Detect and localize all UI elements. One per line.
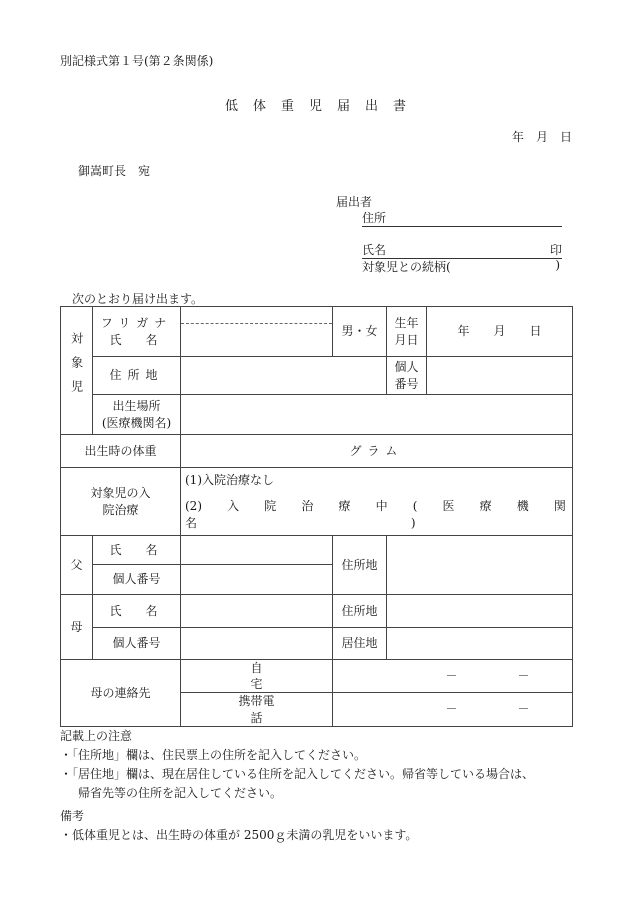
child-name-label: 氏 名 [109, 332, 164, 347]
table-row [61, 307, 573, 357]
birth-weight-input[interactable] [181, 435, 573, 468]
furigana-name-label-cell [93, 307, 181, 357]
dob-label-cell [387, 307, 427, 357]
father-name-input[interactable] [181, 536, 333, 565]
table-row [61, 357, 573, 395]
mother-name-input[interactable] [181, 595, 333, 628]
birthplace-label-1: 出生場所 [112, 399, 161, 414]
opt2-char: 中 [375, 499, 388, 514]
opt2-char: 院 [264, 499, 277, 514]
mother-mynumber-label: 個人番号 [93, 628, 181, 660]
home-phone-input[interactable] [333, 660, 573, 693]
page-title: 低体重児届出書 [225, 99, 422, 114]
mobile-phone-label-cell [181, 693, 333, 726]
mother-contact-label: 母の連絡先 [61, 660, 181, 727]
table-row [61, 435, 573, 468]
father-address-input[interactable] [387, 536, 573, 595]
father-address-label: 住所地 [333, 536, 387, 595]
opt2-char: ( [412, 499, 418, 514]
mother-address-input[interactable] [387, 595, 573, 628]
relation-field[interactable] [362, 258, 560, 275]
relation-close: ) [555, 258, 560, 272]
child-mynumber-input[interactable] [427, 357, 573, 395]
dob-input[interactable]: 年 月 日 [427, 307, 573, 357]
child-label-cell [61, 307, 93, 435]
birth-weight-label: 出生時の体重 [61, 435, 181, 468]
mother-label: 母 [61, 595, 93, 660]
gram-unit: グラム [349, 443, 404, 458]
home-label-2: 宅 [250, 677, 263, 692]
mobile-label-2: 話 [250, 710, 263, 725]
opt2-tail: 名 [185, 515, 198, 530]
dob-label-2: 月日 [394, 332, 419, 347]
opt2-tail-row [185, 515, 568, 531]
addressee: 御嵩町長 宛 [78, 164, 151, 178]
opt2-char: 入 [227, 499, 240, 514]
option-no-treatment[interactable]: (1)入院治療なし [185, 473, 274, 488]
child-mynumber-label-cell [387, 357, 427, 395]
table-row [61, 660, 573, 693]
hospital-label-1: 対象児の入 [90, 486, 151, 501]
applicant-name-field[interactable] [362, 241, 562, 259]
opt2-char: 機 [516, 499, 529, 514]
father-name-label: 氏 名 [93, 536, 181, 565]
applicant-name-label: 氏名 [362, 243, 387, 257]
mother-mynumber-input[interactable] [181, 628, 333, 660]
hospital-label-cell [61, 468, 181, 536]
option-in-treatment[interactable] [185, 498, 568, 514]
mobile-phone-dashes [337, 701, 568, 717]
opt2-char: 関 [553, 499, 566, 514]
mynumber-label-2: 番号 [394, 376, 419, 391]
child-address-input[interactable] [181, 357, 387, 395]
mother-residence-label: 居住地 [333, 628, 387, 660]
birthplace-label-2: (医療機関名) [101, 415, 172, 430]
table-row [61, 468, 573, 536]
table-row [61, 595, 573, 628]
mother-name-label: 氏 名 [93, 595, 181, 628]
hospital-label-2: 院治療 [102, 502, 139, 517]
table-row [61, 628, 573, 660]
applicant-address-field[interactable] [362, 209, 562, 227]
father-mynumber-label: 個人番号 [93, 565, 181, 595]
birthplace-input[interactable] [181, 395, 573, 435]
home-label-1: 自 [250, 661, 263, 675]
applicant-address-label: 住所 [362, 211, 387, 225]
applicant-label: 届出者 [336, 195, 373, 209]
phone-dash: － [517, 702, 530, 717]
mother-residence-input[interactable] [387, 628, 573, 660]
opt2-char: (2) [185, 499, 202, 514]
opt2-char: 療 [338, 499, 351, 514]
table-row [61, 536, 573, 565]
mynumber-label-1: 個人 [394, 360, 419, 375]
father-mynumber-input[interactable] [181, 565, 333, 595]
child-name-input[interactable] [181, 307, 333, 357]
mother-address-label: 住所地 [333, 595, 387, 628]
opt2-char: 医 [442, 499, 455, 514]
mobile-label-1: 携帯電 [238, 694, 275, 709]
remarks-line: ・低体重児とは、出生時の体重が 2500ｇ未満の乳児をいいます。 [60, 828, 418, 842]
date-line: 年 月 日 [511, 130, 572, 144]
hospital-treatment-cell [181, 468, 573, 536]
child-address-label: 住所地 [93, 357, 181, 395]
child-label: 対象児 [69, 332, 84, 405]
remarks [60, 807, 417, 845]
mobile-phone-input[interactable] [333, 693, 573, 726]
opt2-close: ) [410, 515, 416, 530]
notes-line: ・「居住地」欄は、現在居住している住所を記入してください。帰省等している場合は、 [60, 767, 535, 781]
opt2-char: 療 [479, 499, 492, 514]
form-id: 別記様式第１号(第２条関係) [60, 54, 214, 68]
notes-heading: 記載上の注意 [60, 729, 133, 743]
phone-dash: － [445, 669, 458, 684]
gender-select[interactable]: 男・女 [333, 307, 387, 357]
table-row [61, 395, 573, 435]
notes-line: ・「住所地」欄は、住民票上の住所を記入してください。 [60, 748, 367, 762]
furigana-label: フリガナ [100, 316, 173, 331]
notes-line: 帰省先等の住所を記入してください。 [78, 786, 283, 800]
dob-label-1: 生年 [394, 316, 419, 331]
lead-text: 次のとおり届け出ます。 [72, 292, 204, 306]
furigana-divider [181, 323, 332, 324]
opt2-char: 治 [301, 499, 314, 514]
filling-notes [60, 727, 534, 803]
phone-dash: － [517, 669, 530, 684]
seal-mark: 印 [549, 243, 562, 257]
home-phone-label-cell [181, 660, 333, 693]
notification-form-table [60, 306, 573, 727]
father-label: 父 [61, 536, 93, 595]
home-phone-dashes [337, 668, 568, 684]
remarks-heading: 備考 [60, 809, 85, 823]
phone-dash: － [445, 702, 458, 717]
birthplace-label-cell [93, 395, 181, 435]
relation-label: 対象児との続柄( [362, 260, 451, 274]
